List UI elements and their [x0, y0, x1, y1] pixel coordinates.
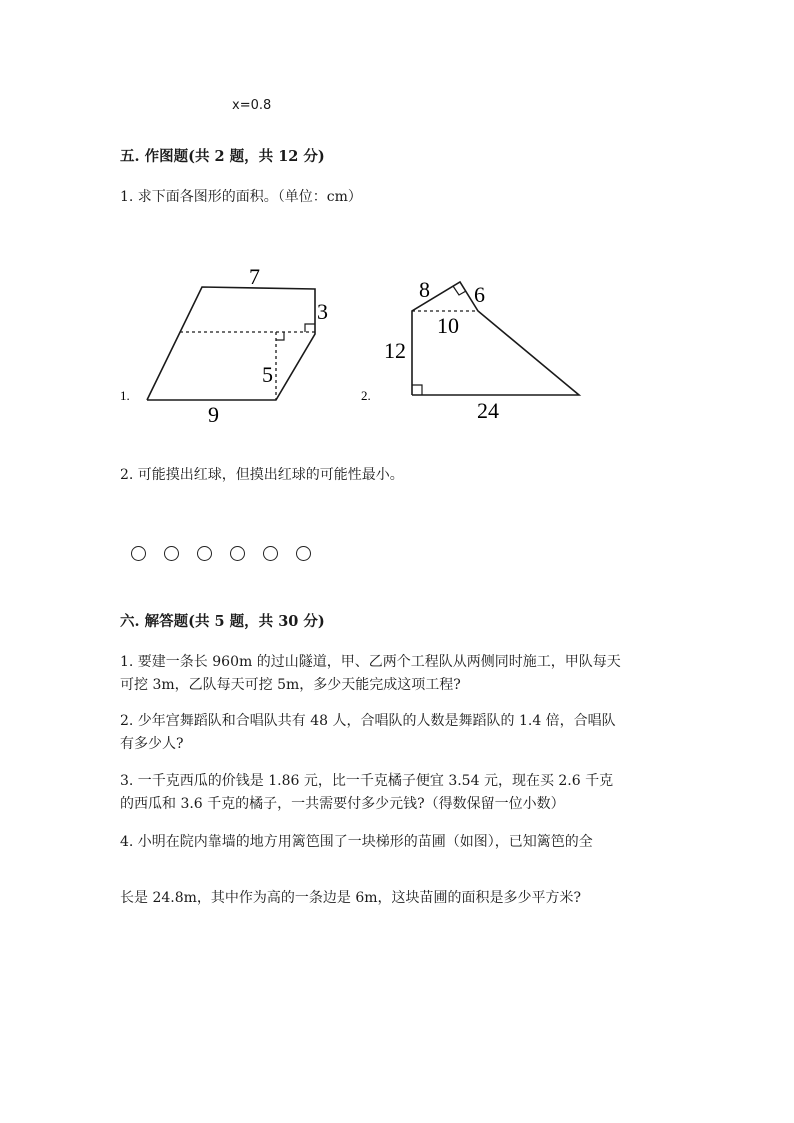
figure-1-label-right: 3	[317, 299, 328, 324]
figure-1-right-angle-mark-2	[276, 332, 284, 340]
geometry-figures	[0, 0, 794, 440]
section6-question-3-line2: 的西瓜和 3.6 千克的橘子，一共需要付多少元钱?（得数保留一位小数）	[120, 796, 565, 812]
section6-question-1-line2: 可挖 3m，乙队每天可挖 5m，多少天能完成这项工程?	[120, 677, 461, 693]
previous-answer: x=0.8	[232, 98, 272, 113]
section6-question-1-line1: 1. 要建一条长 960m 的过山隧道，甲、乙两个工程队从两侧同时施工，甲队每天	[120, 654, 621, 670]
ball-circle	[230, 546, 245, 561]
ball-circle	[164, 546, 179, 561]
section6-question-2-line2: 有多少人?	[120, 736, 184, 752]
figure-1	[147, 287, 315, 400]
figure-1-label-height: 5	[262, 362, 273, 387]
section5-question-1: 1. 求下面各图形的面积。（单位：cm）	[120, 189, 362, 205]
ball-circle	[197, 546, 212, 561]
figure-2-label-a: 8	[419, 277, 430, 302]
section5-question-2: 2. 可能摸出红球，但摸出红球的可能性最小。	[120, 467, 404, 483]
section6-question-2-line1: 2. 少年宫舞蹈队和合唱队共有 48 人，合唱队的人数是舞蹈队的 1.4 倍，合唱队	[120, 713, 616, 729]
figure-1-right-angle-mark	[305, 324, 315, 332]
figure-2-label-e: 24	[477, 398, 499, 423]
figure-2-number: 2.	[361, 388, 371, 403]
ball-circle	[263, 546, 278, 561]
figure-2-label-c: 10	[437, 313, 459, 338]
ball-circle	[296, 546, 311, 561]
figure-2	[412, 282, 579, 395]
figure-2-label-d: 12	[384, 338, 406, 363]
figure-2-right-angle-mark-bottom	[412, 385, 422, 395]
section5-heading: 五. 作图题(共 2 题，共 12 分)	[120, 148, 325, 165]
figure-1-label-bottom: 9	[208, 402, 219, 427]
section6-question-4-line2: 长是 24.8m，其中作为高的一条边是 6m，这块苗圃的面积是多少平方米?	[120, 890, 582, 906]
figure-1-label-top: 7	[249, 264, 260, 289]
figure-1-number: 1.	[120, 388, 130, 403]
section6-question-4-line1: 4. 小明在院内靠墙的地方用篱笆围了一块梯形的苗圃（如图），已知篱笆的全	[120, 834, 593, 850]
section6-question-3-line1: 3. 一千克西瓜的价钱是 1.86 元，比一千克橘子便宜 3.54 元，现在买 2.6 千克	[120, 773, 614, 789]
ball-circle	[131, 546, 146, 561]
figure-1-outline	[147, 287, 315, 400]
figure-2-label-b: 6	[474, 282, 485, 307]
section6-heading: 六. 解答题(共 5 题，共 30 分)	[120, 613, 325, 630]
figure-2-outline	[412, 282, 579, 395]
